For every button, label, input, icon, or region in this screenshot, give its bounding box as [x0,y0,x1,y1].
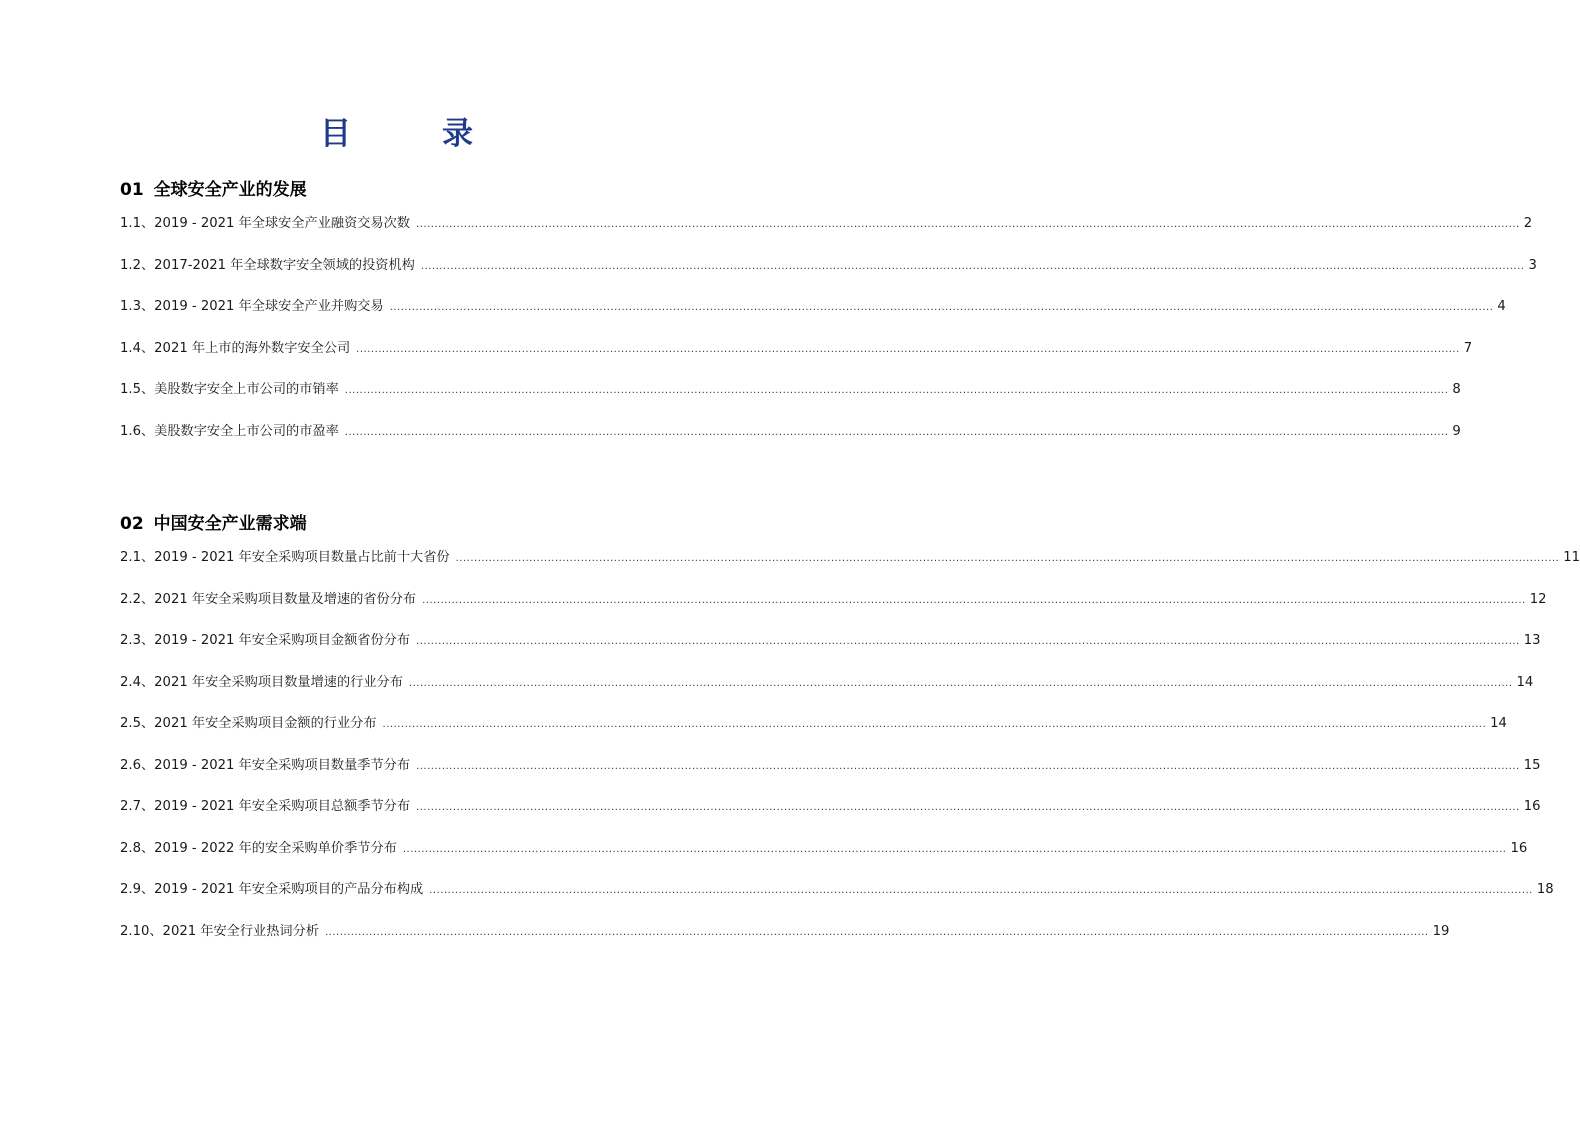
section-heading [120,512,672,536]
toc-entry[interactable] [120,256,1537,298]
toc-entry-page-number: 12 [1529,591,1547,607]
toc-entry-label: 2.7、2019 - 2021 年安全采购项目总额季节分布 [120,799,411,814]
toc-entry[interactable] [120,839,1528,881]
toc-entry[interactable] [120,339,1473,381]
toc-entry-label: 1.5、美股数字安全上市公司的市销率 [120,382,339,397]
toc-entry-page-number: 16 [1523,799,1541,814]
toc-entry-page-number: 15 [1523,757,1541,773]
dot-leader: ............................................................................................................................................................................................................................................................................................................ [416,636,1520,647]
dot-leader: ............................................................................................................................................................................................................................................................................................................ [429,885,1533,896]
toc-entry[interactable] [120,673,1534,715]
toc-section-1 [120,178,1537,463]
toc-entry[interactable] [120,922,1450,964]
toc-entry-page-number: 4 [1497,299,1506,314]
toc-entry[interactable] [120,590,1547,632]
toc-entry-label: 1.3、2019 - 2021 年全球安全产业并购交易 [120,299,384,314]
toc-entry-page-number: 3 [1528,257,1537,273]
toc-entry-label: 2.1、2019 - 2021 年安全采购项目数量占比前十大省份 [120,550,450,565]
section-title: 全球安全产业的发展 [153,180,307,200]
section-number: 01 [120,180,144,200]
toc-entry-label: 2.8、2019 - 2022 年的安全采购单价季节分布 [120,840,397,856]
toc-entry-page-number: 7 [1463,340,1473,356]
toc-section-2 [120,512,1580,963]
section-title: 中国安全产业需求端 [153,514,307,534]
dot-leader: ............................................................................................................................................................................................................................................................................................................ [416,219,1520,230]
toc-entry[interactable] [120,548,1580,590]
toc-entry-page-number: 8 [1452,382,1461,397]
toc-entry[interactable] [120,422,1461,464]
toc-entry[interactable] [120,880,1554,922]
page-title: 目 录 [320,116,503,152]
dot-leader: ............................................................................................................................................................................................................................................................................................................ [408,677,1513,689]
toc-entry-label: 2.6、2019 - 2021 年安全采购项目数量季节分布 [120,757,411,773]
toc-entry-label: 2.2、2021 年安全采购项目数量及增速的省份分布 [120,591,417,607]
toc-entry[interactable] [120,797,1541,839]
toc-entry-label: 2.3、2019 - 2021 年安全采购项目金额省份分布 [120,633,411,648]
dot-leader: ............................................................................................................................................................................................................................................................................................................ [422,594,1526,606]
toc-entry[interactable] [120,214,1533,256]
toc-entry-page-number: 2 [1523,216,1533,231]
toc-entry-page-number: 19 [1432,923,1450,939]
toc-entry-page-number: 18 [1536,882,1554,897]
dot-leader: ............................................................................................................................................................................................................................................................................................................ [455,553,1560,564]
toc-entry-label: 1.2、2017-2021 年全球数字安全领域的投资机构 [120,257,415,273]
toc-entry-label: 2.10、2021 年安全行业热词分析 [120,923,319,939]
toc-entry-label: 2.5、2021 年安全采购项目金额的行业分布 [120,716,377,731]
toc-entry[interactable] [120,756,1541,798]
dot-leader: ............................................................................................................................................................................................................................................................................................................ [420,260,1525,272]
toc-entry-page-number: 14 [1490,716,1507,731]
toc-entry[interactable] [120,714,1507,756]
section-heading [120,178,672,202]
toc-entry-label: 1.6、美股数字安全上市公司的市盈率 [120,423,339,439]
toc-entry-page-number: 11 [1563,550,1580,565]
toc-entry-page-number: 13 [1523,633,1541,648]
dot-leader: ............................................................................................................................................................................................................................................................................................................ [356,343,1460,355]
toc-entry-page-number: 9 [1452,423,1461,439]
toc-entry[interactable] [120,380,1461,422]
dot-leader: ............................................................................................................................................................................................................................................................................................................ [416,802,1520,813]
toc-entry-label: 2.4、2021 年安全采购项目数量增速的行业分布 [120,674,403,690]
dot-leader: ............................................................................................................................................................................................................................................................................................................ [389,302,1494,313]
toc-entry-label: 1.1、2019 - 2021 年全球安全产业融资交易次数 [120,216,411,231]
toc-entry[interactable] [120,297,1506,339]
toc-entry-page-number: 16 [1510,840,1528,856]
dot-leader: ............................................................................................................................................................................................................................................................................................................ [416,760,1520,772]
toc-entry-label: 2.9、2019 - 2021 年安全采购项目的产品分布构成 [120,882,424,897]
dot-leader: ............................................................................................................................................................................................................................................................................................................ [344,426,1449,438]
dot-leader: ............................................................................................................................................................................................................................................................................................................ [382,719,1487,730]
dot-leader: ............................................................................................................................................................................................................................................................................................................ [344,385,1449,396]
toc-entry-page-number: 14 [1516,674,1534,690]
dot-leader: ............................................................................................................................................................................................................................................................................................................ [325,926,1429,938]
toc-entry-label: 1.4、2021 年上市的海外数字安全公司 [120,340,351,356]
dot-leader: ............................................................................................................................................................................................................................................................................................................ [402,843,1507,855]
section-number: 02 [120,514,144,534]
toc-entry[interactable] [120,631,1541,673]
